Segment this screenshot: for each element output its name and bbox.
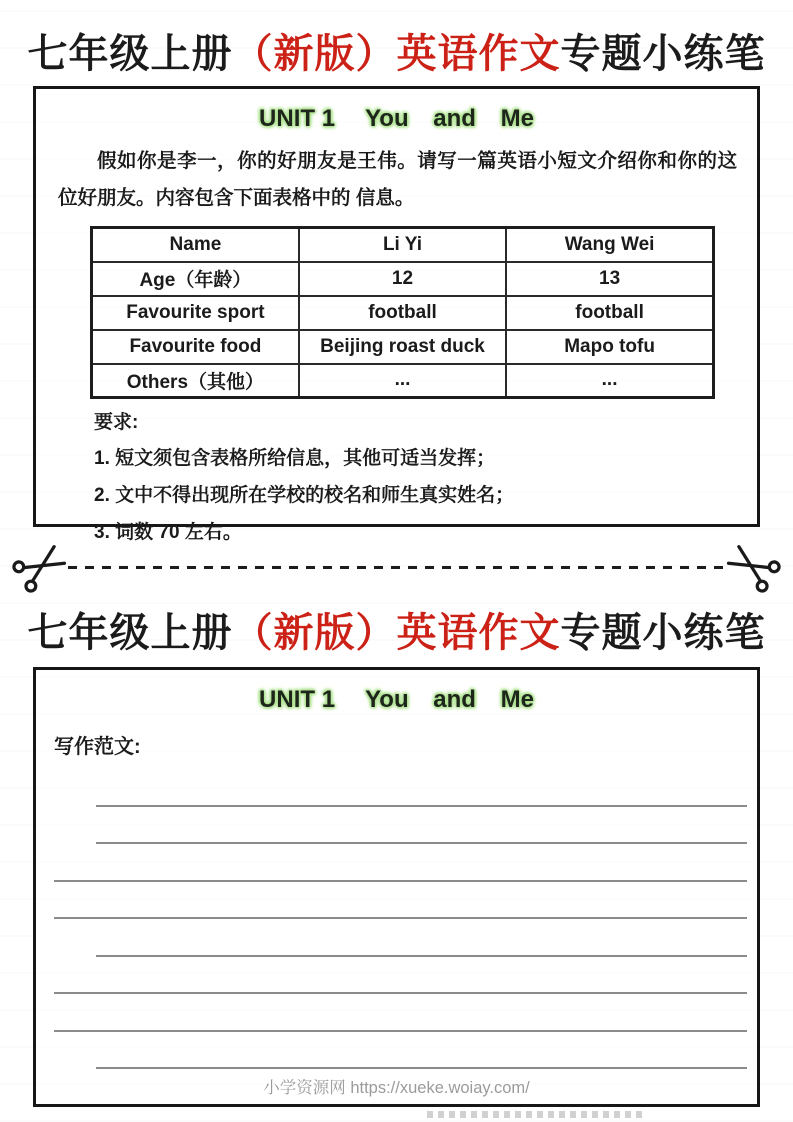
scissors-icon-left — [14, 545, 66, 589]
requirement-item: 2. 文中不得出现所在学校的校名和师生真实姓名； — [94, 484, 515, 506]
writing-line — [54, 994, 747, 1032]
table-row — [92, 262, 714, 296]
page-title-second — [0, 593, 793, 657]
unit-number: UNIT 1 — [259, 686, 336, 713]
page-title — [0, 0, 793, 78]
requirement-item: 3. 词数 70 左右。 — [94, 521, 242, 543]
writing-line — [54, 957, 747, 995]
table-cell: 12 — [299, 262, 506, 296]
unit-name: You and Me — [365, 686, 534, 713]
table-cell: Others（其他） — [92, 364, 299, 398]
table-cell: football — [506, 296, 713, 330]
table-cell: Wang Wei — [506, 228, 713, 262]
writing-line — [96, 769, 747, 807]
unit-heading — [54, 686, 739, 714]
table-cell: Name — [92, 228, 299, 262]
site-watermark: 小学资源网 https://xueke.woiay.com/ — [263, 1079, 530, 1097]
table-cell: 13 — [506, 262, 713, 296]
answer-box — [33, 667, 760, 1107]
title-black-left: 七年级上册 — [27, 32, 233, 76]
info-table — [90, 226, 715, 399]
title-black-left: 七年级上册 — [27, 611, 233, 655]
table-cell: Favourite sport — [92, 296, 299, 330]
title-red-middle: （新版）英语作文 — [232, 32, 561, 76]
table-cell: football — [299, 296, 506, 330]
unit-name: You and Me — [365, 105, 534, 132]
writing-line — [96, 919, 747, 957]
requirement-item: 1. 短文须包含表格所给信息，其他可适当发挥； — [94, 448, 496, 470]
table-cell: Mapo tofu — [506, 330, 713, 364]
table-cell: Li Yi — [299, 228, 506, 262]
cut-line — [14, 541, 779, 593]
table-row — [92, 364, 714, 398]
title-black-right: 专题小练笔 — [560, 611, 766, 655]
task-box — [33, 86, 760, 543]
table-cell: Beijing roast duck — [299, 330, 506, 364]
table-row — [92, 296, 714, 330]
writing-lines — [54, 769, 747, 1069]
table-cell: ... — [506, 364, 713, 398]
table-cell: Age（年龄） — [92, 262, 299, 296]
writing-line — [96, 807, 747, 845]
dashed-cut-rule — [68, 566, 725, 569]
clipped-text-fragment — [427, 1111, 642, 1118]
unit-number: UNIT 1 — [259, 105, 336, 132]
title-red-middle: （新版）英语作文 — [232, 611, 561, 655]
sample-essay-label: 写作范文: — [54, 736, 141, 758]
title-black-right: 专题小练笔 — [560, 32, 766, 76]
requirements-label: 要求: — [94, 412, 139, 434]
table-cell: ... — [299, 364, 506, 398]
table-row — [92, 330, 714, 364]
table-row — [92, 228, 714, 262]
writing-line — [54, 844, 747, 882]
table-cell: Favourite food — [92, 330, 299, 364]
requirements — [94, 407, 739, 544]
scissors-icon-right — [727, 545, 779, 589]
task-prompt: 假如你是李一，你的好朋友是王伟。请写一篇英语小短文介绍你和你的这位好朋友。内容包含下面表格中的 信息。 — [58, 150, 737, 210]
unit-heading — [54, 105, 739, 133]
writing-line — [54, 882, 747, 920]
writing-line — [96, 1032, 747, 1070]
